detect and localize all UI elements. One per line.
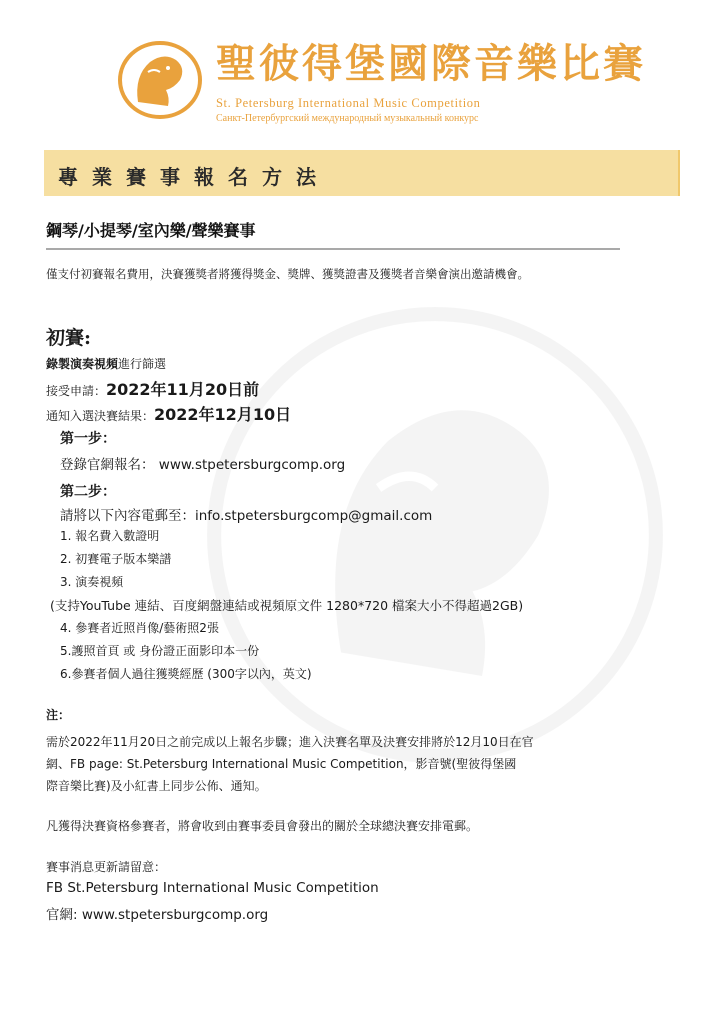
requirement-item-note: (支持YouTube 連結、百度網盤連結或視頻原文件 1280*720 檔案大小不得超過2GB) <box>50 598 524 613</box>
deadline-label: 接受申請： <box>46 384 107 398</box>
section-title: 鋼琴/小提琴/室內樂/聲樂賽事 <box>46 221 256 240</box>
requirement-item: 4. 參賽者近照肖像/藝術照2張 <box>60 621 219 635</box>
title-banner <box>44 150 680 196</box>
notes-line: 需於2022年11月20日之前完成以上報名步驟；進入決賽名單及決賽安排將於12月10日在官 <box>46 735 534 749</box>
step2-intro: 請將以下內容電郵至：info.stpetersburgcomp@gmail.com <box>60 508 433 524</box>
requirement-item: 3. 演奏視頻 <box>60 575 124 589</box>
logo <box>116 38 646 133</box>
logo-title-ru: Санкт-Петербургский международный музыкальный конкурс <box>216 113 479 124</box>
watermark-emblem <box>200 300 670 770</box>
step1-heading: 第一步： <box>60 431 116 447</box>
website-text: 官網: www.stpetersburgcomp.org <box>46 907 269 923</box>
logo-title-en: St. Petersburg International Music Competition <box>216 96 481 110</box>
requirement-item: 5.護照首頁 或 身份證正面影印本一份 <box>60 644 260 658</box>
prelim-method-rest: 進行篩選 <box>118 357 167 371</box>
prelim-method <box>46 355 166 372</box>
step2-heading: 第二步： <box>60 484 116 500</box>
notes-label: 注： <box>46 708 71 722</box>
prelim-method-bold: 錄製演奏視頻 <box>46 357 119 371</box>
fb-page-text: FB St.Petersburg International Music Competition <box>46 880 379 896</box>
requirement-item: 6.參賽者個人過往獲獎經歷 (300字以內，英文) <box>60 667 312 681</box>
logo-title-zh: 聖彼得堡國際音樂比賽 <box>216 41 646 87</box>
banner-title: 專業賽事報名方法 <box>58 165 330 189</box>
notify-value: 2022年12月10日 <box>154 405 292 424</box>
requirement-item: 1. 報名費入數證明 <box>60 529 160 543</box>
requirement-item: 2. 初賽電子版本樂譜 <box>60 552 172 566</box>
step1-text: 登錄官網報名： www.stpetersburgcomp.org <box>60 457 346 473</box>
section-divider <box>46 248 620 250</box>
prelim-heading: 初賽: <box>46 327 92 349</box>
intro-text: 僅支付初賽報名費用，決賽獲獎者將獲得獎金、獎牌、獲獎證書及獲獎者音樂會演出邀請機會。 <box>46 267 529 281</box>
horse-head-emblem-icon <box>116 40 204 120</box>
notify-line <box>46 402 291 425</box>
notify-label: 通知入選決賽結果： <box>46 409 155 423</box>
deadline-line <box>46 377 259 400</box>
notes-line: 際音樂比賽)及小紅書上同步公佈、通知。 <box>46 779 267 793</box>
notes-line: 網、FB page: St.Petersburg International Music Competition，影音號(聖彼得堡國 <box>46 757 517 771</box>
updates-label: 賽事消息更新請留意： <box>46 860 167 874</box>
deadline-value: 2022年11月20日前 <box>106 380 260 399</box>
finalist-note: 凡獲得決賽資格參賽者，將會收到由賽事委員會發出的關於全球總決賽安排電郵。 <box>46 819 479 833</box>
